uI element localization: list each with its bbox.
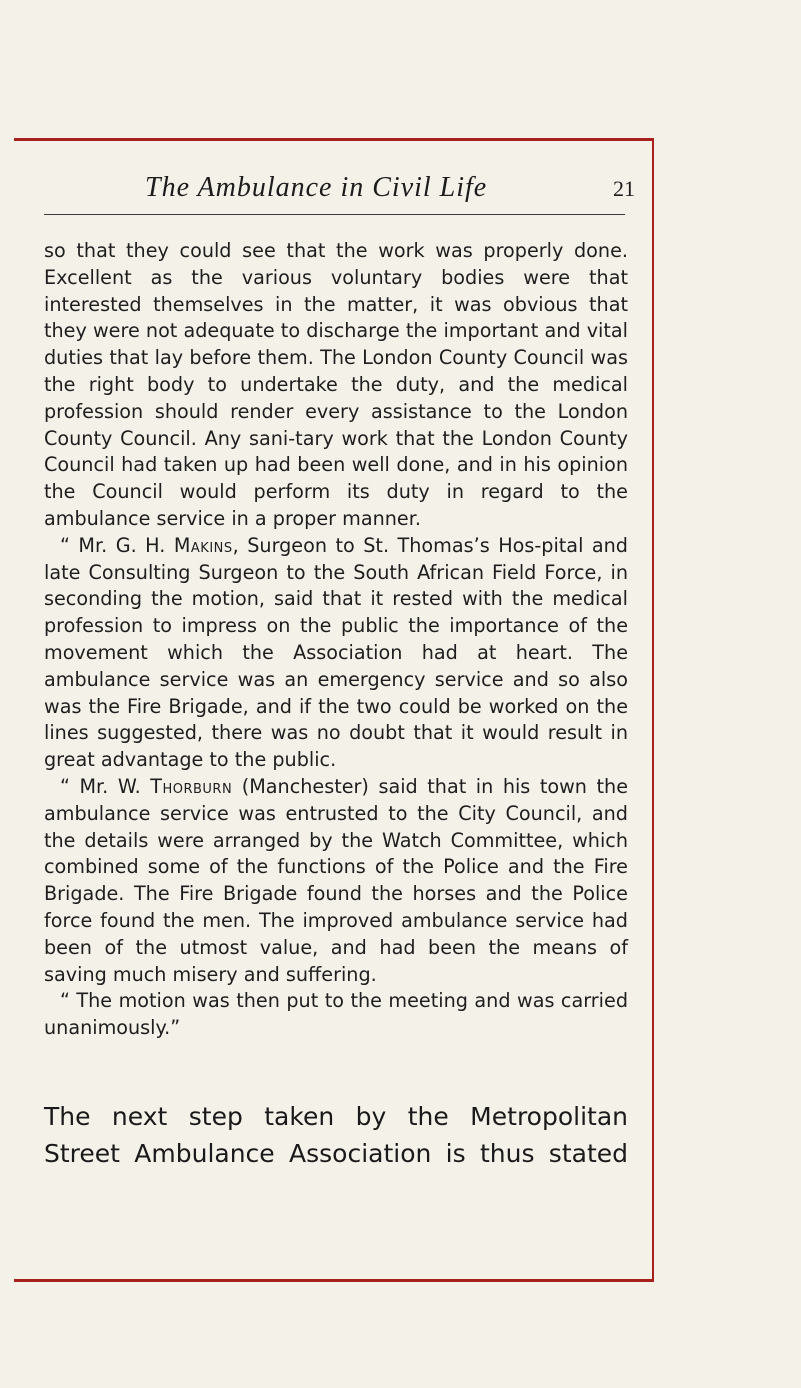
speaker-name-makins: Makins xyxy=(173,533,233,557)
running-title: The Ambulance in Civil Life xyxy=(145,172,488,203)
closing-line-1: The next step taken by the Metropolitan xyxy=(44,1102,628,1131)
closing-line-2: Street Ambulance Association is thus stated xyxy=(44,1139,628,1168)
paragraph-4-text: “ The motion was then put to the meeting and was carried unanimously.” xyxy=(44,989,628,1040)
page-number: 21 xyxy=(613,176,635,201)
closing-lines xyxy=(44,1098,628,1172)
speaker-name-thorburn: Thorburn xyxy=(150,774,233,798)
paragraph-2-text: , Surgeon to St. Thomas’s Hos-pital and late Consulting Surgeon to the South African Field Force, in seconding the motion, said that it rested with the medical profession to impress on the public the importance of the movement which the Association had at heart. The ambulance service was an emergency service and so also was the Fire Brigade, and if the two could be worked on the lines suggested, there was no doubt that it would result in great advantage to the public. xyxy=(44,533,628,772)
header-rule xyxy=(44,214,625,215)
paragraph-1 xyxy=(44,238,628,533)
running-head xyxy=(0,172,801,212)
body-text xyxy=(44,238,628,1042)
paragraph-1-text: so that they could see that the work was properly done. Excellent as the various voluntary bodies were that interested themselves in the matter, it was obvious that they were not adequate to discharge the important and vital duties that lay before them. The London County Council was the right body to undertake the duty, and the medical profession should render every assistance to the London County Council. Any sani-tary work that the London County Council had taken up had been well done, and in his opinion the Council would perform its duty in regard to the ambulance service in a proper manner. xyxy=(44,239,628,530)
paragraph-4 xyxy=(44,988,628,1042)
paragraph-3-lead: “ Mr. W. xyxy=(60,774,151,798)
paragraph-3-text: (Manchester) said that in his town the ambulance service was entrusted to the City Council, and the details were arranged by the Watch Committee, which combined some of the functions of the Police and the Fire Brigade. The Fire Brigade found the horses and the Police force found the men. The improved ambulance service had been of the utmost value, and had been the means of saving much misery and suffering. xyxy=(44,774,628,986)
paragraph-2-lead: “ Mr. G. H. xyxy=(60,533,174,557)
paragraph-2 xyxy=(44,533,628,774)
paragraph-3 xyxy=(44,774,628,988)
